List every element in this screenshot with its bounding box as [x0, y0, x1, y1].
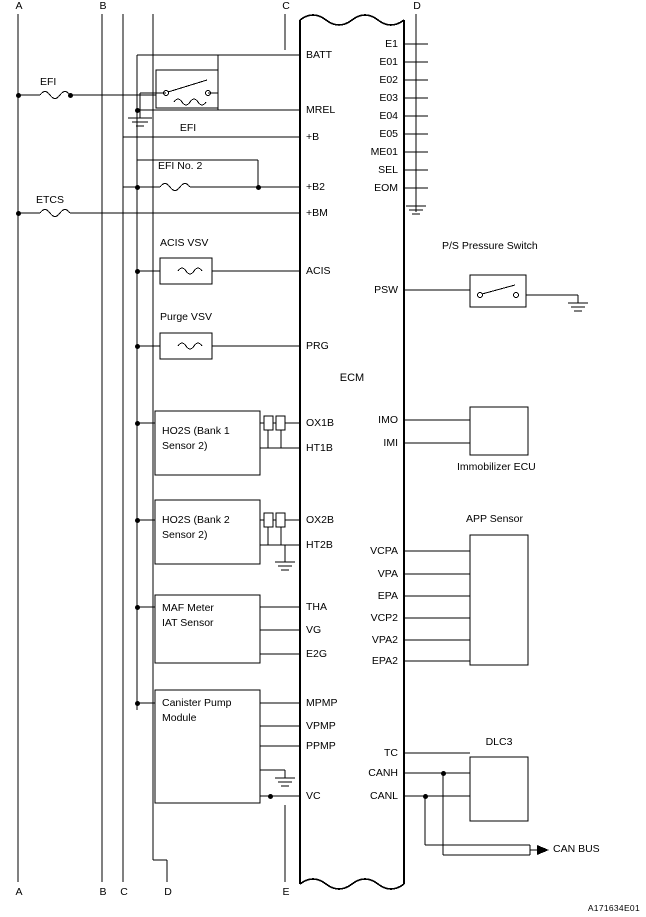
ecm-terminal-e04: E04: [379, 110, 398, 122]
ecm-terminal-ht1b: HT1B: [306, 442, 333, 454]
ecm-terminal-psw: PSW: [374, 284, 398, 296]
bus-label-b-top: B: [99, 0, 107, 12]
bus-label-d-top: D: [413, 0, 421, 12]
fuse-label-etcs: ETCS: [36, 194, 65, 206]
junction-dot: [16, 93, 21, 98]
ecm-terminal-ox2b: OX2B: [306, 514, 335, 526]
component-label-maf-meter: MAF Meter: [162, 602, 214, 614]
ecm-terminal-e03: E03: [379, 92, 398, 104]
ecm-terminal-e1: E1: [385, 38, 398, 50]
ecm-terminal-canh: CANH: [368, 767, 398, 779]
component-label-ho2s-bank2-line1: HO2S (Bank 2: [162, 514, 230, 526]
fuse-label-efi: EFI: [40, 76, 57, 88]
junction-dot: [441, 771, 446, 776]
fuse-label-efi-no2: EFI No. 2: [158, 160, 203, 172]
bus-label-a-bottom: A: [15, 886, 23, 898]
ecm-terminal-ox1b: OX1B: [306, 417, 335, 429]
ecm-terminal-tha: THA: [306, 601, 327, 613]
component-label-purge-vsv: Purge VSV: [160, 311, 212, 323]
ecm-terminal-canl: CANL: [369, 790, 398, 802]
junction-dot: [256, 185, 261, 190]
junction-dot: [268, 794, 273, 799]
ecm-terminal-vc: VC: [306, 790, 321, 802]
junction-dot: [68, 93, 73, 98]
junction-dot: [135, 344, 140, 349]
ecm-terminal-me01: ME01: [370, 146, 398, 158]
junction-dot: [423, 794, 428, 799]
ecm-terminal-e2g: E2G: [306, 648, 328, 660]
ecm-terminal-vg: VG: [306, 624, 322, 636]
ecm-terminal-vpa: VPA: [377, 568, 398, 580]
bus-label-c-bottom: C: [120, 886, 128, 898]
junction-dot: [135, 185, 140, 190]
junction-dot: [135, 421, 140, 426]
component-label-ho2s-bank1-line1: HO2S (Bank 1: [162, 425, 230, 437]
ecm-terminal-b2: +B2: [306, 181, 325, 193]
component-label-immobilizer-ecu: Immobilizer ECU: [457, 461, 536, 473]
ecm-terminal-vcpa: VCPA: [370, 545, 398, 557]
ecm-terminal-sel: SEL: [378, 164, 398, 176]
ecm-terminal-imo: IMO: [378, 414, 398, 426]
ecm-terminal-epa2: EPA2: [371, 655, 398, 667]
figure-code: A171634E01: [587, 903, 640, 913]
relay-label-efi: EFI: [179, 122, 197, 134]
junction-dot: [135, 269, 140, 274]
component-label-app-sensor: APP Sensor: [466, 513, 524, 525]
ecm-label: ECM: [339, 372, 365, 384]
component-label-ho2s-bank2-line2: Sensor 2): [162, 529, 208, 541]
ecm-terminal-imi: IMI: [383, 437, 398, 449]
bus-label-e-bottom: E: [282, 886, 290, 898]
ecm-terminal-mpmp: MPMP: [306, 697, 338, 709]
junction-dot: [135, 605, 140, 610]
bus-label-d-bottom: D: [164, 886, 172, 898]
bus-label-a-top: A: [15, 0, 23, 12]
ecm-terminal-eom: EOM: [374, 182, 398, 194]
ecm-terminal-prg: PRG: [306, 340, 329, 352]
component-label-ps-pressure-switch: P/S Pressure Switch: [442, 240, 538, 252]
ecm-terminal-acis: ACIS: [306, 265, 331, 277]
ecm-terminal-batt: BATT: [306, 49, 333, 61]
bus-label-c-top: C: [282, 0, 290, 12]
ecm-terminal-e01: E01: [379, 56, 398, 68]
ecm-terminal-epa: EPA: [377, 590, 398, 602]
ecm-terminal-e02: E02: [379, 74, 398, 86]
ecm-terminal-mrel: MREL: [306, 104, 336, 116]
ecm-terminal-ppmp: PPMP: [306, 740, 336, 752]
ecm-terminal-tc: TC: [384, 747, 398, 759]
component-label-acis-vsv: ACIS VSV: [160, 237, 209, 249]
can-bus-label: CAN BUS: [553, 843, 600, 855]
ecm-terminal-e05: E05: [379, 128, 398, 140]
junction-dot: [135, 108, 140, 113]
ecm-terminal-vpmp: VPMP: [306, 720, 336, 732]
ecm-terminal-b: +B: [306, 131, 320, 143]
bus-label-b-bottom: B: [99, 886, 107, 898]
component-label-iat-sensor: IAT Sensor: [162, 617, 214, 629]
junction-dot: [135, 701, 140, 706]
junction-dot: [135, 518, 140, 523]
ecm-terminal-bm: +BM: [306, 207, 328, 219]
component-label-ho2s-bank1-line2: Sensor 2): [162, 440, 208, 452]
ecm-terminal-ht2b: HT2B: [306, 539, 333, 551]
junction-dot: [16, 211, 21, 216]
ecm-terminal-vpa2: VPA2: [371, 634, 398, 646]
component-label-canister-pump-line2: Module: [162, 712, 197, 724]
component-label-canister-pump-line1: Canister Pump: [162, 697, 232, 709]
component-label-dlc3: DLC3: [485, 736, 513, 748]
ecm-terminal-vcp2: VCP2: [370, 612, 398, 624]
